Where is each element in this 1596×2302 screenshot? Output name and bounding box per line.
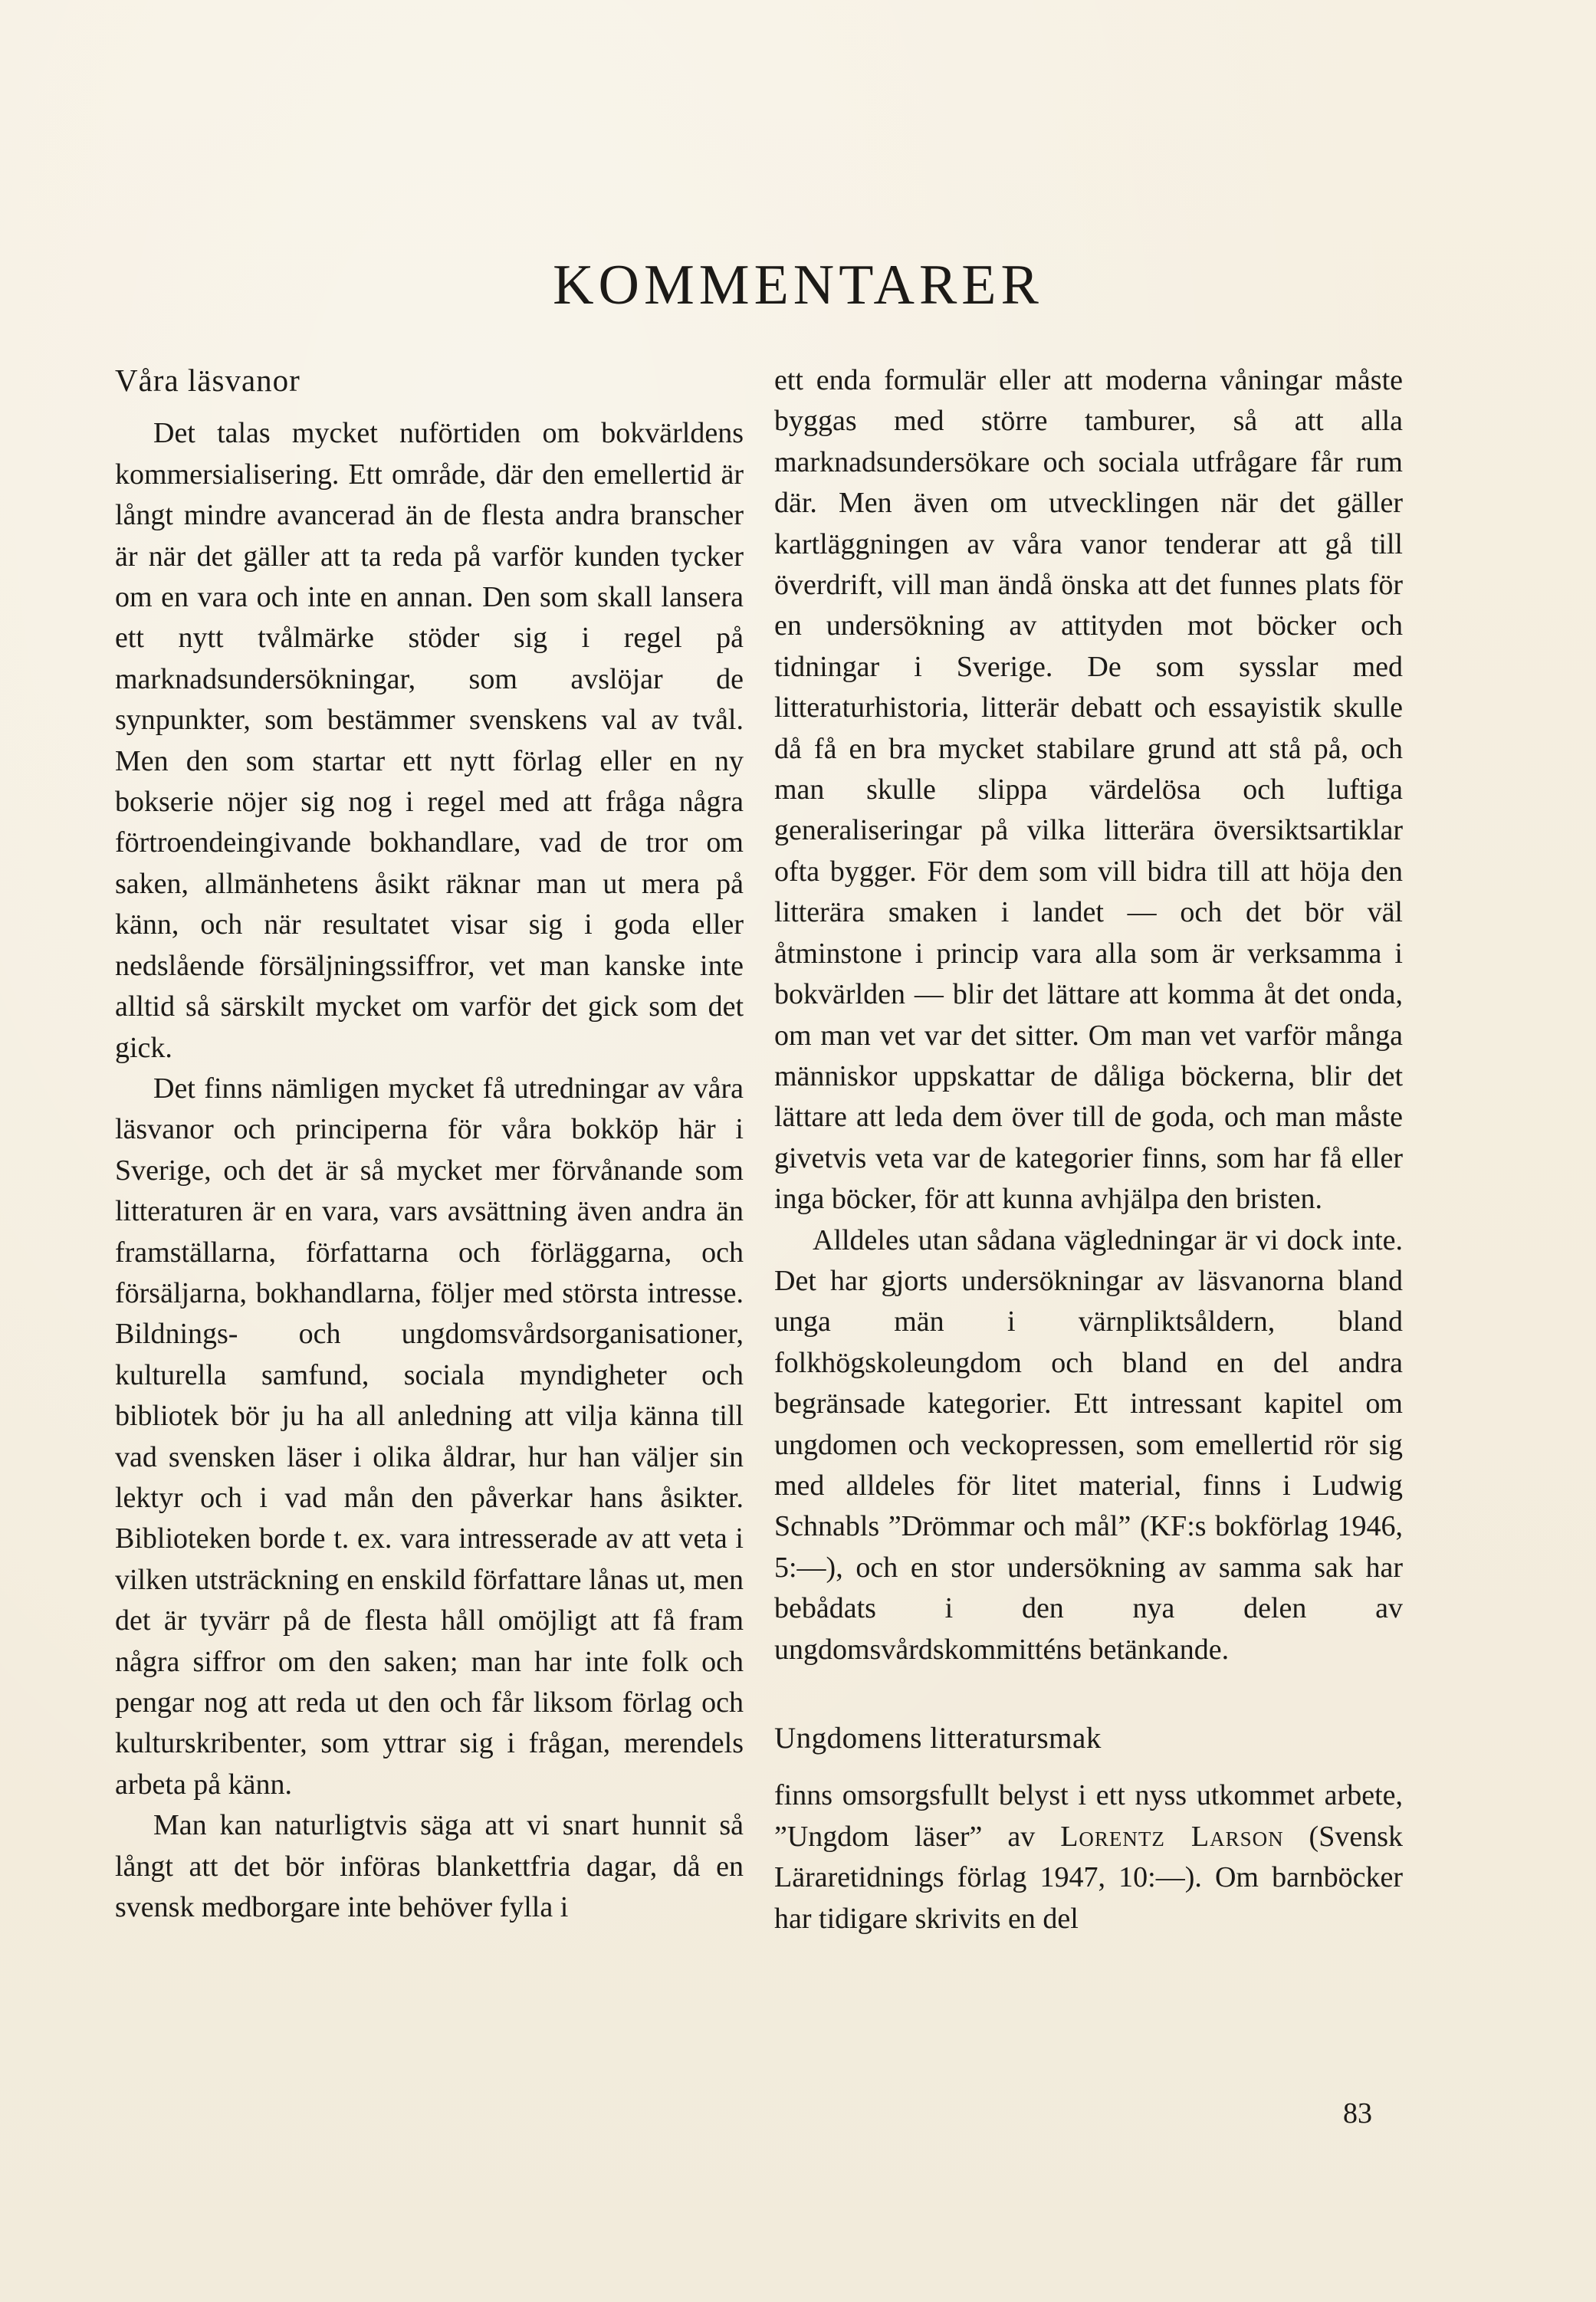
section-heading-litteratursmak: Ungdomens litteratursmak: [774, 1722, 1102, 1755]
paragraph-final-text: finns omsorgsfullt belyst i ett nyss utkommet arbete, ”Ungdom läser” av: [774, 1779, 1403, 1853]
page-title: KOMMENTARER: [553, 254, 1043, 317]
paragraph: Det finns nämligen mycket få utredningar av våra läsvanor och principerna för våra bokköp här i Sverige, och det är så mycket mer förvånande som litteraturen är en vara, vars avsättning även andra än framställarna, författarna och förläggarna, och försäljarna, bokhandlarna, följer med största intresse. Bildnings- och ungdomsvårdsorganisationer, kulturella samfund, sociala myndigheter och bibliotek bör ju ha all anledning att vilja känna till vad svensken läser i olika åldrar, hur han väljer sin lektyr och i vad mån den påverkar hans åsikter. Biblioteken borde t. ex. vara intresserade av att veta i vilken utsträckning en enskild författare lånas ut, men det är tyvärr på de flesta håll omöjligt att få fram några siffror om den saken; man har inte folk och pengar nog att reda ut den och får liksom förlag och kulturskribenter, som yttrar sig i frågan, merendels arbeta på känn.: [115, 1072, 744, 1801]
paragraph: Man kan naturligtvis säga att vi snart hunnit så långt att det bör införas blankettfria dagar, då en svensk medborgare inte behöver fylla i: [115, 1809, 744, 1924]
paragraph: Alldeles utan sådana vägledningar är vi dock inte. Det har gjorts undersökningar av läsvanorna bland unga män i värnpliktsåldern, bland folkhögskoleungdom och bland en del andra begränsade kategorier. Ett intressant kapitel om ungdomen och veckopressen, som emellertid rör sig med alldeles för litet material, finns i Ludwig Schnabls ”Drömmar och mål” (KF:s bokförlag 1946, 5:—), och en stor undersökning av samma sak har bebådats i den nya delen av ungdomsvårdskommitténs betänkande.: [774, 1223, 1403, 1666]
page-number: 83: [1343, 2097, 1372, 2130]
section-heading-lasvanor: Våra läsvanor: [115, 363, 300, 398]
paragraph-final: [774, 1775, 1403, 1939]
right-column: [774, 360, 1403, 1939]
author-name: Lorentz Larson: [1060, 1820, 1284, 1853]
paragraph-final-text-cont: (Svensk Läraretidnings förlag 1947, 10:—). Om barnböcker har tidigare skrivits en del: [774, 1820, 1403, 1935]
paragraph: Det talas mycket nuförtiden om bokvärldens kommersialisering. Ett område, där den emellertid är långt mindre avancerad än de flesta andra branscher är när det gäller att ta reda på varför kunden tycker om en vara och inte en annan. Den som skall lansera ett nytt tvålmärke stöder sig i regel på marknadsundersökningar, som avslöjar de synpunkter, som bestämmer svenskens val av tvål. Men den som startar ett nytt förlag eller en ny bokserie nöjer sig nog i regel med att fråga några förtroendeingivande bokhandlare, vad de tror om saken, allmänhetens åsikt räknar man ut mera på känn, och när resultatet visar sig i goda eller nedslående försäljningssiffror, vet man kanske inte alltid så särskilt mycket om varför det gick som det gick.: [115, 417, 744, 1064]
paragraph: ett enda formulär eller att moderna våningar måste byggas med större tamburer, så att alla marknadsundersökare och sociala utfrågare får rum där. Men även om utvecklingen när det gäller kartläggningen av våra vanor tenderar att gå till överdrift, vill man ändå önska att det funnes plats för en undersökning av attityden mot böcker och tidningar i Sverige. De som sysslar med litteraturhistoria, litterär debatt och essayistik skulle då få en bra mycket stabilare grund att stå på, och man skulle slippa värdelösa och luftiga generaliseringar på vilka litterära översiktsartiklar ofta bygger. För dem som vill bidra till att höja den litterära smaken i landet — och det bör väl åtminstone i princip vara alla som är verksamma i bokvärlden — blir det lättare att komma åt det onda, om man vet var det sitter. Om man vet varför många människor uppskattar de dåliga böckerna, blir det lättare att leda dem över till de goda, och man måste givetvis veta var de kategorier finns, som har få eller inga böcker, för att kunna avhjälpa den bristen.: [774, 364, 1403, 1216]
left-column: [115, 360, 744, 1928]
